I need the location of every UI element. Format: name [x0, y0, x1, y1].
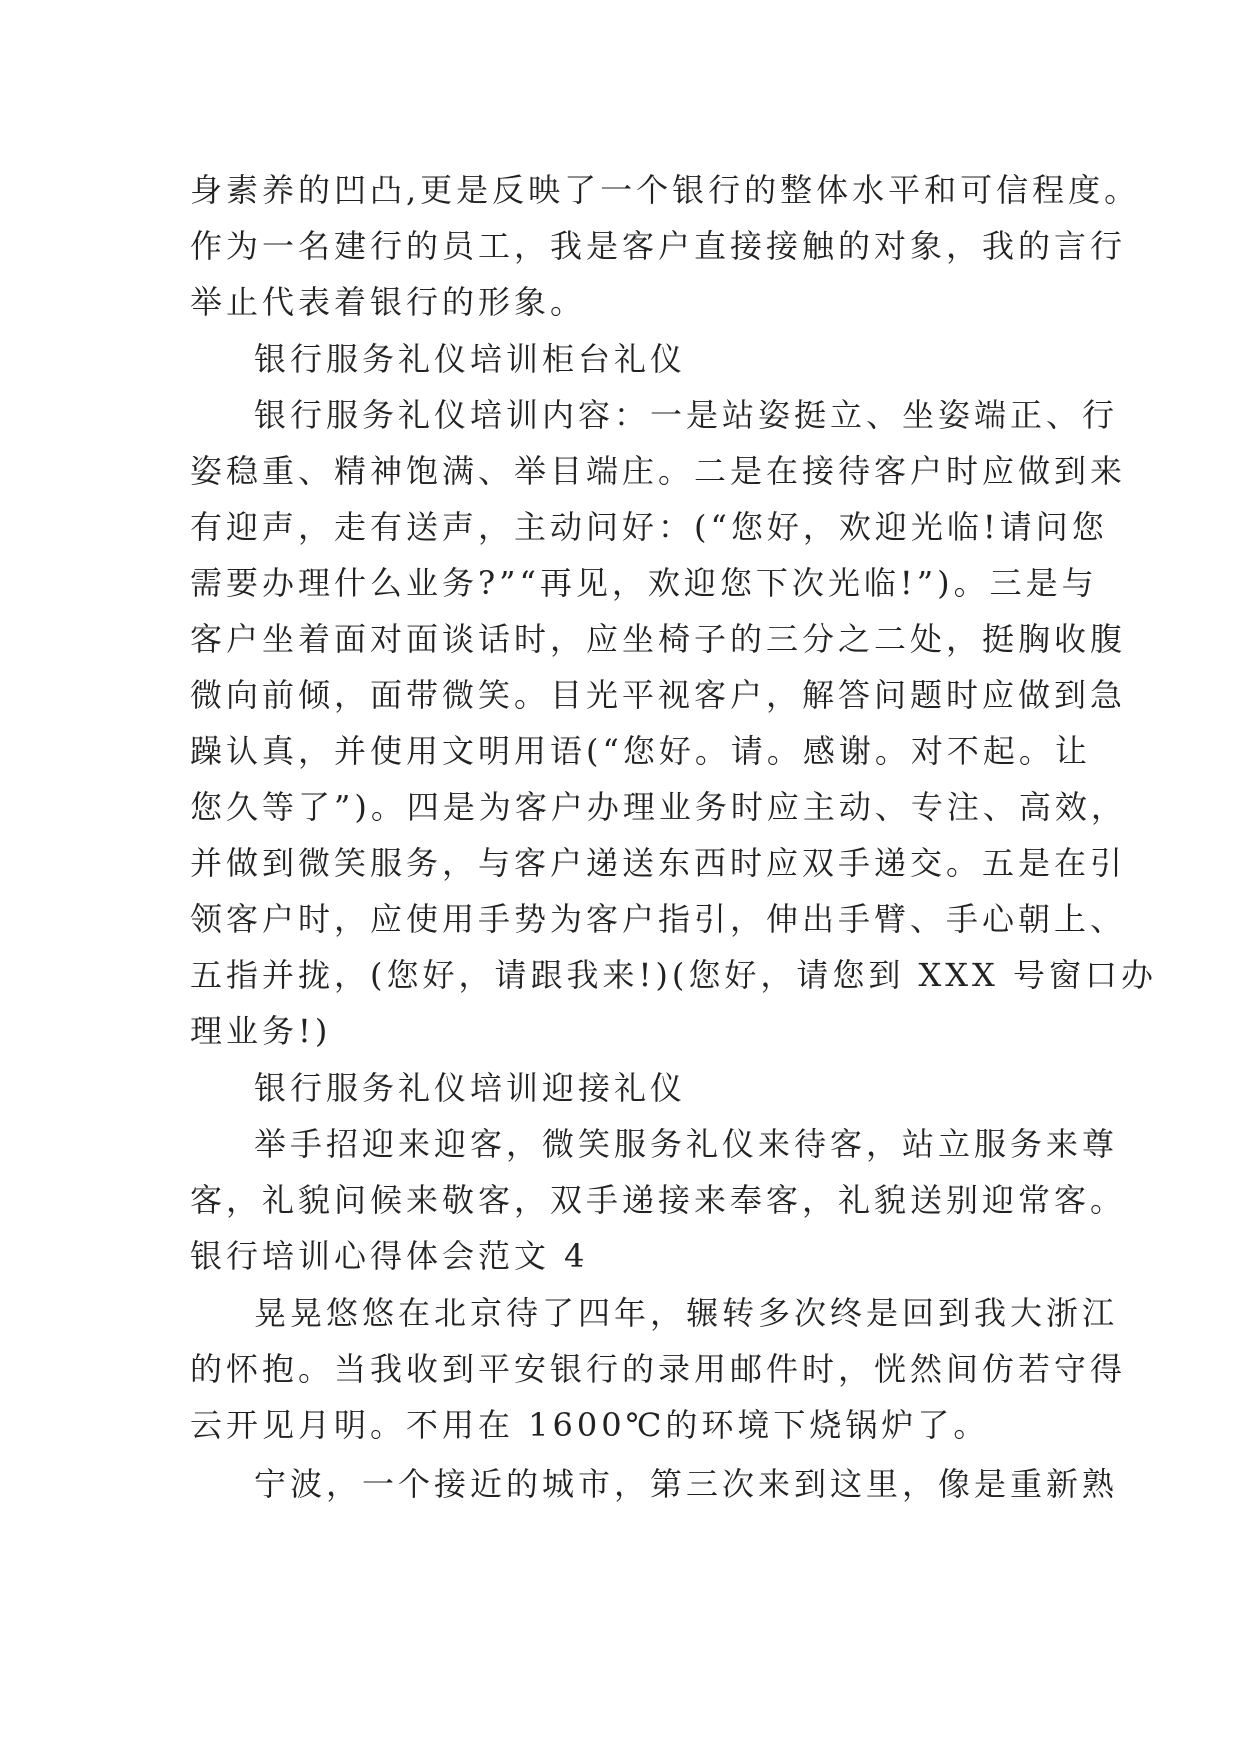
text-line: 五指并拢，(您好，请跟我来!)(您好，请您到 XXX 号窗口办 [190, 956, 1158, 994]
text-line: 身素养的凹凸,更是反映了一个银行的整体水平和可信程度。 [190, 171, 1141, 209]
section-heading: 银行服务礼仪培训柜台礼仪 [254, 340, 687, 378]
text-line: 举手招迎来迎客，微笑服务礼仪来待客，站立服务来尊 [254, 1125, 1119, 1163]
text-line: 客户坐着面对面谈话时，应坐椅子的三分之二处，挺胸收腹 [190, 620, 1127, 658]
text-line: 作为一名建行的员工，我是客户直接接触的对象，我的言行 [190, 227, 1127, 265]
text-line: 银行服务礼仪培训内容：一是站姿挺立、坐姿端正、行 [254, 396, 1119, 434]
text-line: 理业务!) [190, 1012, 332, 1050]
text-line: 晃晃悠悠在北京待了四年，辗转多次终是回到我大浙江 [254, 1294, 1119, 1332]
text-line: 举止代表着银行的形象。 [190, 283, 587, 321]
text-line: 领客户时，应使用手势为客户指引，伸出手臂、手心朝上、 [190, 900, 1127, 938]
text-line: 姿稳重、精神饱满、举目端庄。二是在接待客户时应做到来 [190, 452, 1127, 490]
text-line: 需要办理什么业务?”“再见，欢迎您下次光临!”)。三是与 [190, 564, 1098, 602]
text-line: 的怀抱。当我收到平安银行的录用邮件时，恍然间仿若守得 [190, 1350, 1127, 1388]
text-line: 云开见月明。不用在 1600℃的环境下烧锅炉了。 [190, 1406, 990, 1444]
text-line: 躁认真，并使用文明用语(“您好。请。感谢。对不起。让 [190, 732, 1091, 770]
text-line: 您久等了”)。四是为客户办理业务时应主动、专注、高效， [190, 788, 1127, 826]
text-line: 宁波，一个接近的城市，第三次来到这里，像是重新熟 [254, 1465, 1119, 1503]
text-line: 客，礼貌问候来敬客，双手递接来奉客，礼貌送别迎常客。 [190, 1181, 1127, 1219]
section-heading: 银行服务礼仪培训迎接礼仪 [254, 1069, 687, 1107]
section-title: 银行培训心得体会范文 4 [190, 1237, 589, 1275]
text-line: 并做到微笑服务，与客户递送东西时应双手递交。五是在引 [190, 844, 1127, 882]
text-line: 微向前倾，面带微笑。目光平视客户，解答问题时应做到急 [190, 676, 1127, 714]
text-line: 有迎声，走有送声，主动问好：(“您好，欢迎光临!请问您 [190, 508, 1108, 546]
